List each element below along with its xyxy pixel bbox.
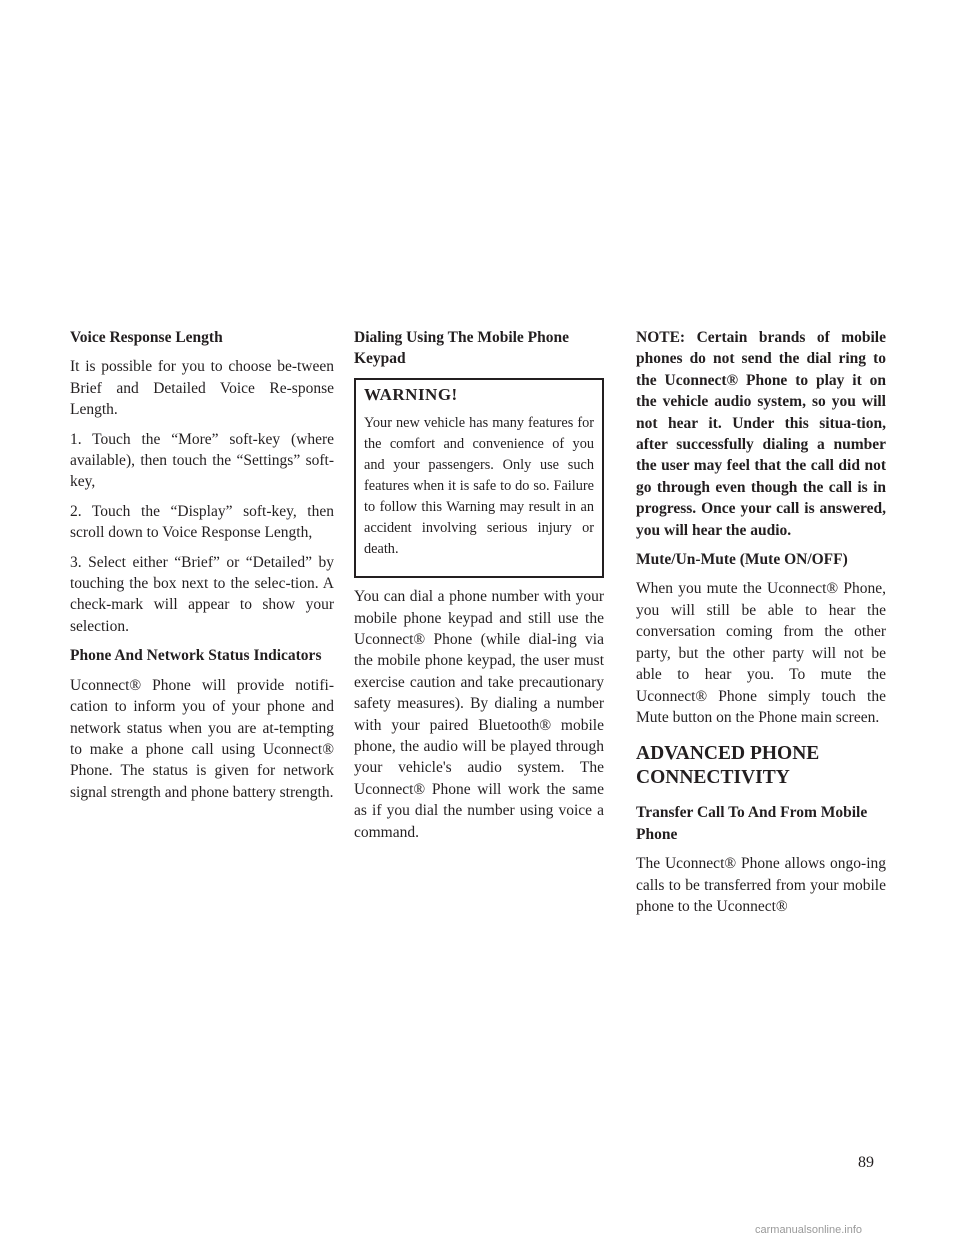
warning-text: Your new vehicle has many features for the comfort and convenience of you and your passengers. Only use such features when it is safe to do so. Failure to follow this Warning may result in an accident involving serious injury or death. — [364, 415, 594, 558]
paragraph-dialing: You can dial a phone number with your mobile phone keypad and still use the Uconnect® Phone (while dial-ing via the mobile phone keypad, the user must exercise caution and take precautionary safety measures). By dialing a number with your paired Bluetooth® mobile phone, the audio will be played through your vehicle's audio system. The Uconnect® Phone will work the same as if you dial the number using voice a command. — [354, 588, 604, 841]
step-2: 2. Touch the “Display” soft-key, then scroll down to Voice Response Length, — [70, 502, 334, 542]
heading-transfer-call: Transfer Call To And From Mobile Phone — [636, 804, 868, 843]
heading-voice-response-length: Voice Response Length — [70, 329, 223, 346]
warning-box — [354, 378, 604, 578]
step-1: 1. Touch the “More” soft-key (where available), then touch the “Settings” soft-key, — [70, 430, 334, 491]
page-number: 89 — [858, 1154, 874, 1171]
paragraph-phone-network-status: Uconnect® Phone will provide notifi-cation to inform you of your phone and network status when you are at-tempting to make a phone call using Uconnect® Phone. The status is given for network signal strength and phone battery strength. — [70, 676, 334, 801]
heading-mute: Mute/Un-Mute (Mute ON/OFF) — [636, 551, 848, 569]
column-left — [70, 327, 334, 811]
paragraph-mute: When you mute the Uconnect® Phone, you will still be able to hear the conversation coming from the other party, but the other party will not be able to hear you. To mute the Uconnect® Phone simply touch the Mute button on the Phone main screen. — [636, 580, 886, 726]
watermark-text: carmanualsonline.info — [755, 1224, 863, 1236]
heading-dialing-keypad: Dialing Using The Mobile Phone Keypad — [354, 329, 570, 368]
paragraph-transfer-call: The Uconnect® Phone allows ongo-ing calls to be transferred from your mobile phone to the Uconnect® — [636, 855, 886, 915]
column-middle — [354, 327, 604, 851]
note-dial-ring: NOTE: Certain brands of mobile phones do not send the dial ring to the Uconnect® Phone to play it on the vehicle audio system, so you will not hear it. Under this situa-tion, after successfully dialing a number the user may feel that the call did not go through even though the call is in progress. Once your call is answered, you will hear the audio. — [636, 329, 886, 539]
step-3: 3. Select either “Brief” or “Detailed” by touching the box next to the selec-tion. A check-mark will appear to show your selection. — [70, 553, 334, 635]
heading-advanced-phone-connectivity: ADVANCED PHONE CONNECTIVITY — [636, 743, 820, 789]
paragraph-voice-response: It is possible for you to choose be-tween Brief and Detailed Voice Re-sponse Length. — [70, 358, 334, 419]
heading-phone-network-status: Phone And Network Status Indicators — [70, 647, 322, 665]
column-right — [636, 327, 886, 925]
warning-title: WARNING! — [364, 384, 458, 404]
